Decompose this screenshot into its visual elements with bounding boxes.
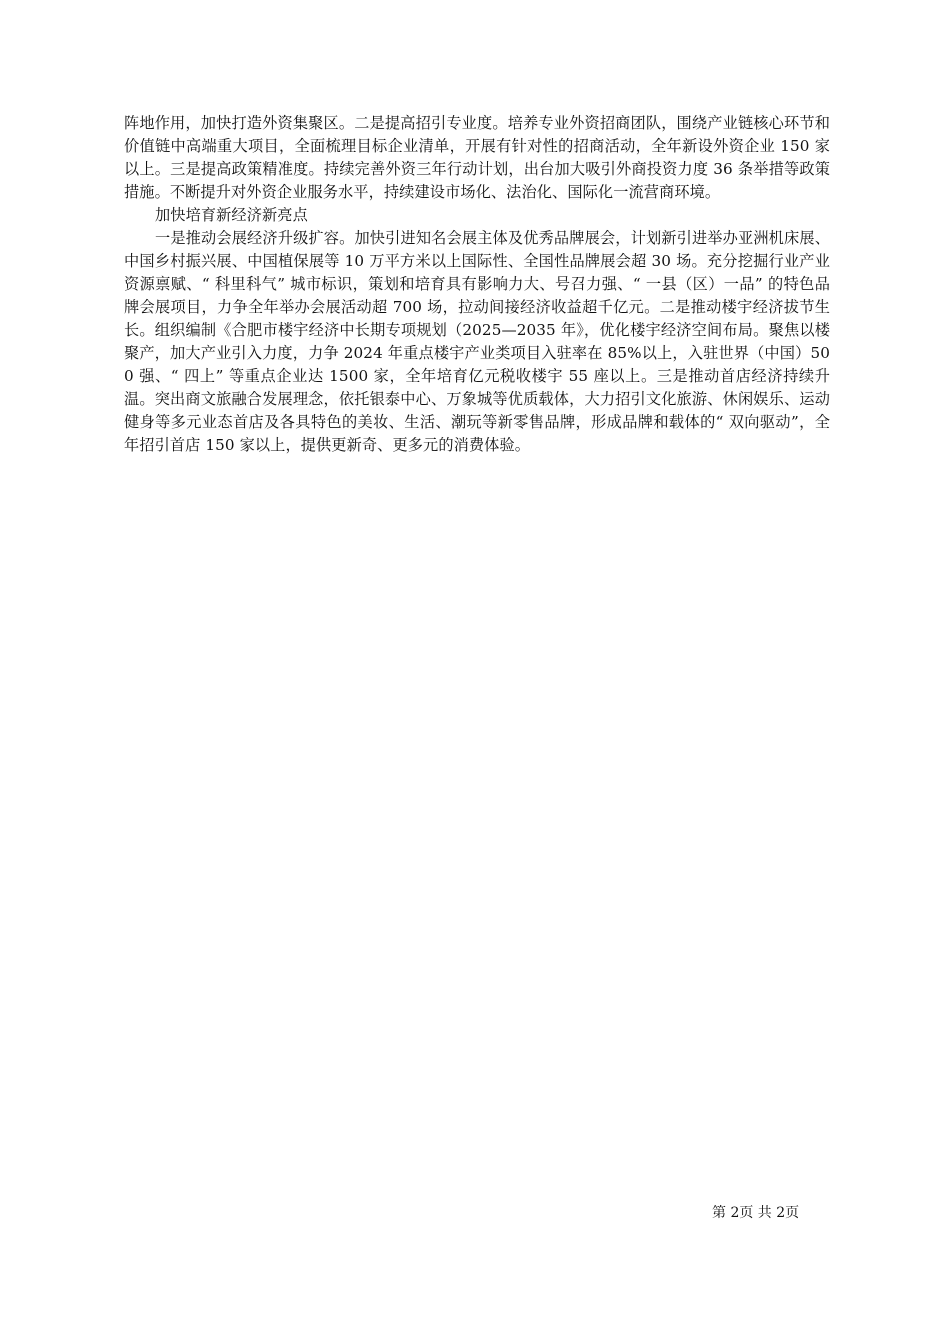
- section-heading-new-economy: 加快培育新经济新亮点: [155, 206, 308, 224]
- paragraph-foreign-investment: 阵地作用，加快打造外资集聚区。二是提高招引专业度。培养专业外资招商团队，围绕产业链核心环节和价值链中高端重大项目，全面梳理目标企业清单，开展有针对性的招商活动，全年新设外资企业 150 家以上。三是提高政策精准度。持续完善外资三年行动计划，出台加大吸引外商投资力度 36 条举措等政策措施。不断提升对外资企业服务水平，持续建设市场化、法治化、国际化一流营商环境。: [124, 114, 830, 201]
- document-body: [124, 112, 830, 457]
- page-number-footer: 第 2页 共 2页: [712, 1205, 800, 1221]
- paragraph-new-economy: 一是推动会展经济升级扩容。加快引进知名会展主体及优秀品牌展会，计划新引进举办亚洲机床展、中国乡村振兴展、中国植保展等 10 万平方米以上国际性、全国性品牌展会超 30 场。充分挖掘行业产业资源禀赋、“ 科里科气” 城市标识，策划和培育具有影响力大、号召力强、“ 一县（区）一品” 的特色品牌会展项目，力争全年举办会展活动超 700 场，拉动间接经济收益超千亿元。二是推动楼宇经济拔节生长。组织编制《合肥市楼宇经济中长期专项规划（2025—2035 年》，优化楼宇经济空间布局。聚焦以楼聚产，加大产业引入力度，力争 2024 年重点楼宇产业类项目入驻率在 85%以上，入驻世界（中国）500 强、“ 四上” 等重点企业达 1500 家，全年培育亿元税收楼宇 55 座以上。三是推动首店经济持续升温。突出商文旅融合发展理念，依托银泰中心、万象城等优质载体，大力招引文化旅游、休闲娱乐、运动健身等多元业态首店及各具特色的美妆、生活、潮玩等新零售品牌，形成品牌和载体的“ 双向驱动”，全年招引首店 150 家以上，提供更新奇、更多元的消费体验。: [124, 229, 830, 454]
